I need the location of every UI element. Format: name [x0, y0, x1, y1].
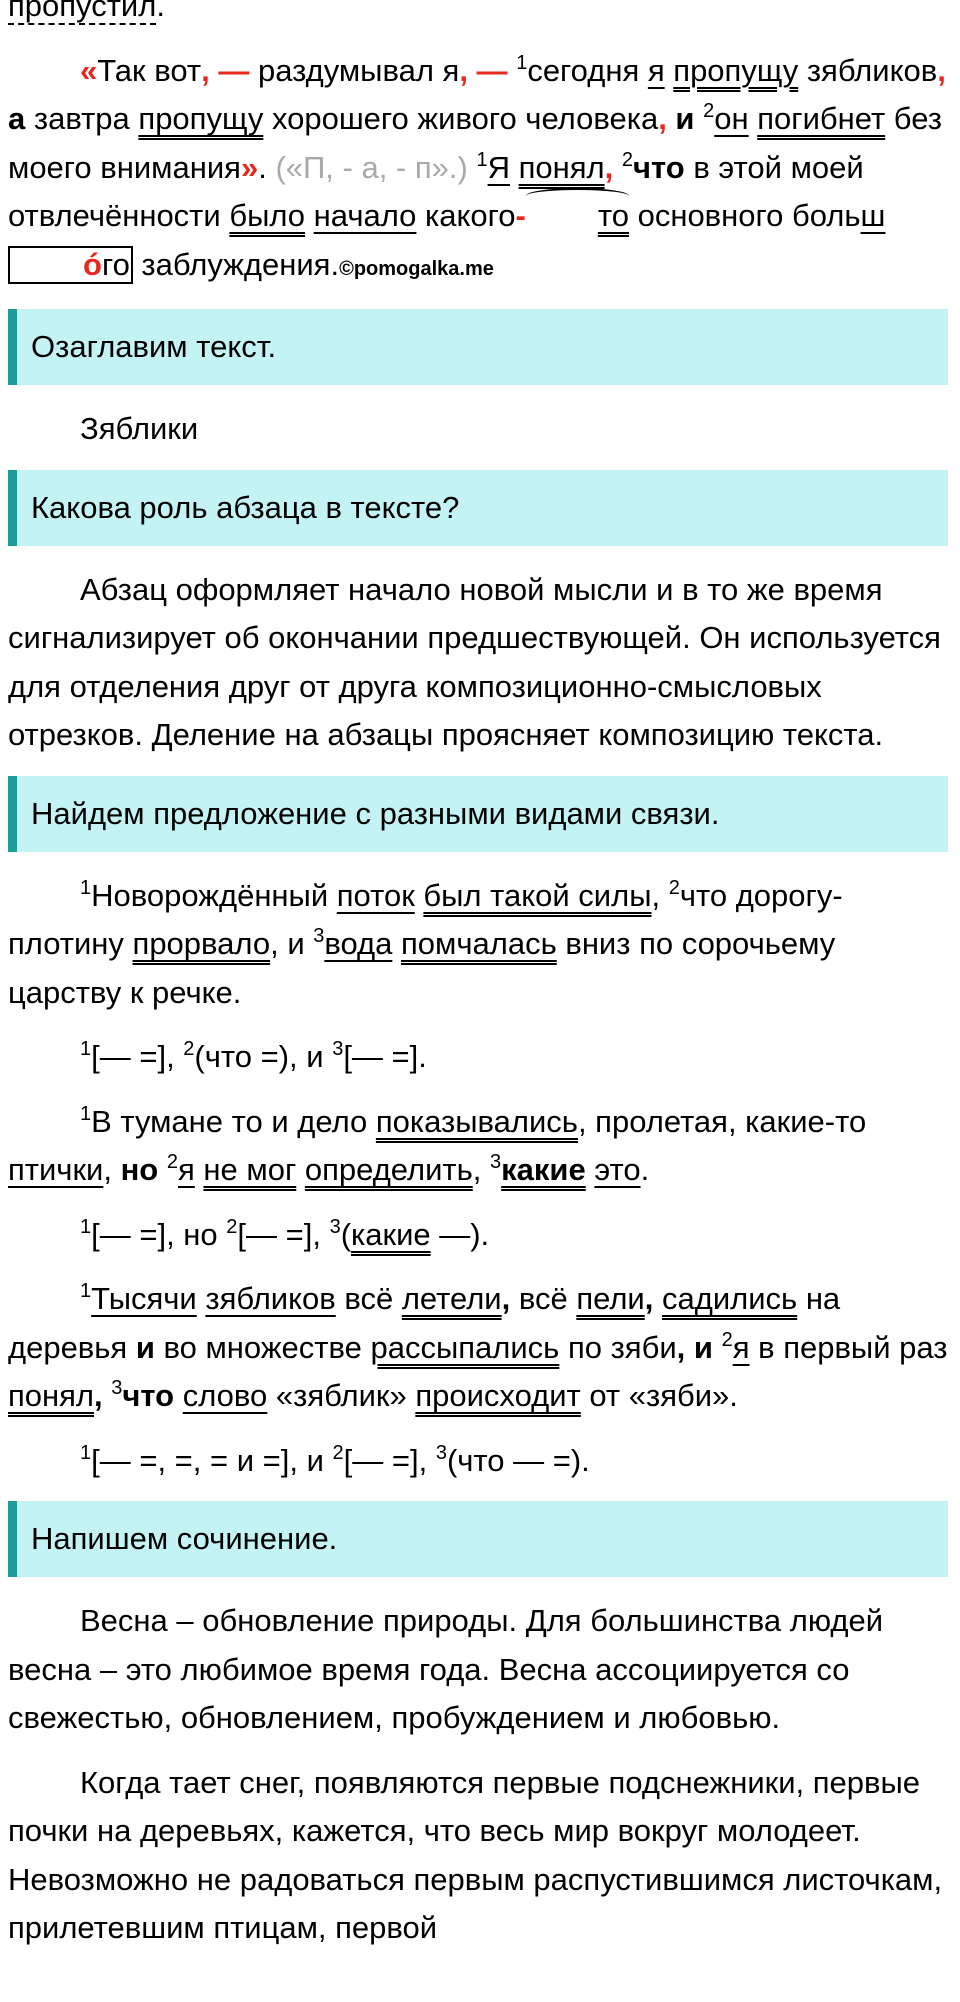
- conjunction: какие: [501, 1152, 586, 1187]
- text: «зяблик»: [267, 1378, 416, 1413]
- example-3: [8, 1275, 948, 1421]
- clause-number: 2: [183, 1038, 195, 1060]
- text: в первый раз: [749, 1329, 948, 1365]
- text: Так вот: [97, 52, 202, 88]
- subject: птички: [8, 1152, 104, 1187]
- text: [— =],: [91, 1039, 184, 1074]
- punct-mark: ,: [201, 52, 210, 88]
- hyphen-mark: -: [515, 198, 526, 233]
- predicate: не мог: [203, 1152, 297, 1187]
- text-abzac: Абзац оформляет начало новой мысли и в то же время сигнализирует об окончании предшествующей. Он используется для отделения друг от друга композиционно-смысловых отрезков. Деление на абзацы проясняет композицию текста.: [8, 571, 941, 752]
- text: Новорождённый: [91, 877, 337, 913]
- clause-number: 3: [332, 1038, 344, 1060]
- predicate: прорвало: [132, 926, 271, 961]
- text: го: [101, 246, 130, 282]
- text: [305, 198, 314, 233]
- text: вниз по сорочьему царству к речке.: [8, 926, 836, 1010]
- essay-paragraph-2: Когда тает снег, появляются первые подснежники, первые почки на деревьях, кажется, что весь мир вокруг молодеет. Невозможно не радоваться первым распустившимся листочкам, прилетевшим птицам, первой: [8, 1764, 943, 1945]
- section-header-abzac: Какова роль абзаца в тексте?: [8, 470, 948, 546]
- scheme-2: [8, 1211, 948, 1260]
- text: , пролетая, какие-то: [577, 1103, 867, 1139]
- conjunction: и: [666, 101, 695, 136]
- conjunction: что: [633, 149, 685, 185]
- text: в этой моей отвлечённости: [8, 149, 864, 233]
- predicate: было: [229, 198, 306, 233]
- clause-number: 1: [516, 51, 528, 74]
- subject: Я: [487, 149, 510, 185]
- predicate: помчалась: [401, 926, 557, 961]
- conjunction: но: [120, 1152, 159, 1187]
- predicate: был такой силы: [423, 877, 652, 913]
- quote-mark: «: [80, 52, 98, 88]
- stressed-letter: ó: [83, 246, 102, 282]
- subject: зябликов: [205, 1281, 336, 1316]
- clause-number: 3: [313, 925, 325, 947]
- conjunction: а: [8, 101, 26, 136]
- conjunction: что: [122, 1378, 175, 1413]
- text: [— =, =, = и =], и: [91, 1442, 333, 1478]
- section-header-essay: Напишем сочинение.: [8, 1501, 948, 1577]
- predicate: какие: [351, 1216, 431, 1252]
- text: всё: [335, 1281, 402, 1316]
- text: .: [258, 149, 267, 185]
- document-page: [8, 0, 948, 1969]
- text: .: [156, 0, 165, 23]
- clause-number: 2: [166, 1151, 178, 1173]
- text: ,: [103, 1152, 121, 1187]
- subject: поток: [336, 877, 415, 913]
- text: что дорогу-плотину: [8, 877, 843, 961]
- clause-number: 1: [80, 1215, 92, 1238]
- clause-number: 3: [490, 1151, 502, 1173]
- scheme-1: [8, 1033, 948, 1082]
- section-header-title: Озаглавим текст.: [8, 309, 948, 385]
- subject: это: [594, 1152, 641, 1187]
- text: В тумане то и дело: [91, 1103, 376, 1139]
- text: [713, 1330, 722, 1365]
- scheme-3: [8, 1437, 948, 1486]
- text: [— =],: [343, 1442, 436, 1478]
- paragraph-top: [8, 0, 948, 31]
- suffix-arc: то: [526, 192, 629, 241]
- text: всё: [510, 1281, 577, 1316]
- clause-number: 3: [111, 1377, 123, 1399]
- example-2: [8, 1098, 948, 1195]
- text: хорошего живого человека: [263, 101, 659, 136]
- text: заблуждения.: [132, 246, 340, 282]
- text: по зяби: [559, 1329, 677, 1365]
- predicate: летели: [401, 1281, 502, 1316]
- subject: я: [647, 52, 665, 88]
- punct-mark: ,: [459, 52, 468, 88]
- text: сегодня: [527, 52, 648, 88]
- text: ,: [472, 1152, 491, 1187]
- conjunction: и: [135, 1329, 155, 1365]
- clause-number: 1: [80, 1102, 92, 1125]
- text: [665, 53, 674, 88]
- text: (что =), и: [194, 1039, 333, 1074]
- punct-mark: ,: [501, 1281, 511, 1316]
- text: [— =],: [237, 1216, 330, 1252]
- ending-box: [8, 246, 133, 284]
- text-title: Зяблики: [80, 411, 199, 446]
- clause-number: 1: [80, 1441, 92, 1464]
- text: [— =], но: [91, 1216, 227, 1252]
- conjunction: , и: [676, 1329, 713, 1365]
- predicate: садились: [662, 1281, 798, 1316]
- text: , и: [270, 926, 314, 961]
- clause-number: 2: [668, 876, 680, 899]
- text: [— =].: [343, 1039, 427, 1074]
- predicate: показывались: [375, 1103, 578, 1139]
- watermark: ©pomogalka.me: [339, 257, 494, 280]
- clause-number: 2: [226, 1215, 238, 1238]
- text: [103, 1378, 112, 1413]
- clause-number: 3: [435, 1441, 447, 1464]
- subject: вода: [324, 926, 393, 961]
- clause-number: 1: [80, 1038, 92, 1060]
- punct-mark: ,: [937, 52, 946, 88]
- text: .: [640, 1152, 650, 1187]
- text: во множестве: [154, 1329, 371, 1365]
- subject: слово: [182, 1378, 268, 1413]
- clause-number: 1: [80, 1280, 92, 1302]
- subject: он: [714, 101, 749, 136]
- text: (что — =).: [446, 1442, 590, 1478]
- text: [749, 101, 758, 136]
- clause-number: 1: [80, 876, 92, 899]
- text: —).: [430, 1216, 490, 1252]
- predicate: пропущу: [673, 52, 799, 88]
- text: от «зяби».: [580, 1378, 738, 1413]
- text: [296, 1152, 305, 1187]
- clause-number: 1: [476, 148, 488, 171]
- text: на деревья: [8, 1281, 841, 1365]
- text: какого: [416, 198, 516, 233]
- scheme: («П, - а, - п».): [266, 149, 477, 185]
- text: [392, 926, 401, 961]
- predicate: рассыпались: [370, 1329, 560, 1365]
- essay-paragraph-1: Весна – обновление природы. Для большинства людей весна – это любимое время года. Весна ассоциируется со свежестью, обновлением, пробуждением и любовью.: [8, 1603, 884, 1735]
- punct-mark: ,: [644, 1281, 654, 1316]
- punct-mark: —: [467, 52, 508, 88]
- clause-number: 2: [703, 100, 715, 122]
- clause-number: 2: [721, 1328, 733, 1351]
- paragraph-quote: [8, 47, 948, 294]
- predicate: определить: [304, 1152, 473, 1187]
- text: [158, 1152, 167, 1187]
- punct-mark: ,: [604, 149, 614, 185]
- predicate: происходит: [415, 1378, 581, 1413]
- punct-mark: ,: [658, 101, 667, 136]
- text: зябликов: [798, 52, 938, 88]
- text: раздумывал я: [249, 52, 460, 88]
- predicate: пропущу: [138, 101, 264, 136]
- text: без моего внимания: [8, 101, 942, 185]
- clause-number: 3: [329, 1215, 341, 1238]
- subject: я: [178, 1152, 195, 1187]
- predicate: пели: [576, 1281, 645, 1316]
- letter: ш: [860, 198, 886, 233]
- subject: начало: [313, 198, 417, 233]
- predicate: погибнет: [757, 101, 886, 136]
- text: (: [340, 1216, 352, 1252]
- text: [510, 150, 519, 185]
- clause-number: 2: [332, 1441, 344, 1464]
- punct-mark: ,: [94, 1378, 103, 1413]
- predicate: понял: [518, 149, 605, 185]
- text: [174, 1378, 183, 1413]
- predicate: понял: [8, 1378, 95, 1413]
- text: [653, 1281, 662, 1316]
- word-propustil: пропустил: [8, 0, 156, 25]
- subject: Тысячи: [91, 1281, 197, 1316]
- example-1: [8, 872, 948, 1018]
- section-header-svyaz: Найдем предложение с разными видами связи.: [8, 776, 948, 852]
- text: основного боль: [628, 198, 861, 233]
- punct-mark: —: [209, 52, 250, 88]
- subject: я: [732, 1329, 750, 1365]
- clause-number: 2: [621, 148, 633, 171]
- text: ,: [651, 877, 669, 913]
- text: завтра: [25, 101, 139, 136]
- quote-mark: »: [240, 149, 259, 185]
